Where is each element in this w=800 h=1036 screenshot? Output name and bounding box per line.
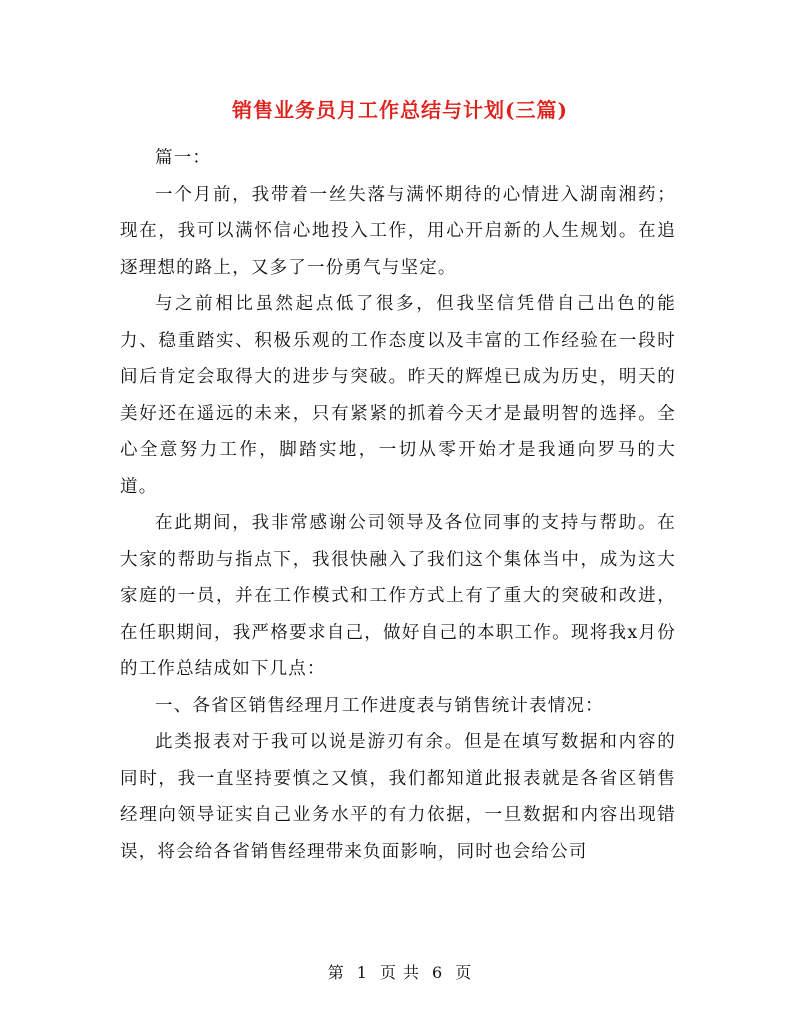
paragraph-section-heading: 篇一： xyxy=(155,148,212,168)
page-footer xyxy=(0,960,800,983)
paragraph: 在此期间，我非常感谢公司领导及各位同事的支持与帮助。在大家的帮助与指点下，我很快融入了我们这个集体当中，成为这大家庭的一员，并在工作模式和工作方式上有了重大的突破和改进，在任职期间，我严格要求自己，做好自己的本职工作。现将我x月份的工作总结成如下几点： xyxy=(120,513,676,679)
document-body xyxy=(120,140,676,870)
paragraph: 此类报表对于我可以说是游刃有余。但是在填写数据和内容的同时，我一直坚持要慎之又慎，我们都知道此报表就是各省区销售经理向领导证实自己业务水平的有力依据，一旦数据和内容出现错误，将会给各省销售经理带来负面影响，同时也会给公司 xyxy=(120,732,676,862)
document-title: 销售业务员月工作总结与计划(三篇) xyxy=(232,98,568,122)
page-label-prefix: 第 xyxy=(327,963,345,982)
total-pages-number: 6 xyxy=(432,963,444,982)
paragraph: 一个月前，我带着一丝失落与满怀期待的心情进入湖南湘药；现在，我可以满怀信心地投入工作，用心开启新的人生规划。在追逐理想的路上，又多了一份勇气与坚定。 xyxy=(120,184,676,278)
paragraph-subheading: 一、各省区销售经理月工作进度表与销售统计表情况： xyxy=(155,695,604,716)
page-label-suffix: 页 xyxy=(455,963,473,982)
page-label-mid: 页 共 xyxy=(379,963,421,982)
paragraph: 与之前相比虽然起点低了很多，但我坚信凭借自己出色的能力、稳重踏实、积极乐观的工作态度以及丰富的工作经验在一段时间后肯定会取得大的进步与突破。昨天的辉煌已成为历史，明天的美好还在遥远的未来，只有紧紧的抓着今天才是最明智的选择。全心全意努力工作，脚踏实地，一切从零开始才是我通向罗马的大道。 xyxy=(120,294,676,497)
current-page-number: 1 xyxy=(356,963,368,982)
